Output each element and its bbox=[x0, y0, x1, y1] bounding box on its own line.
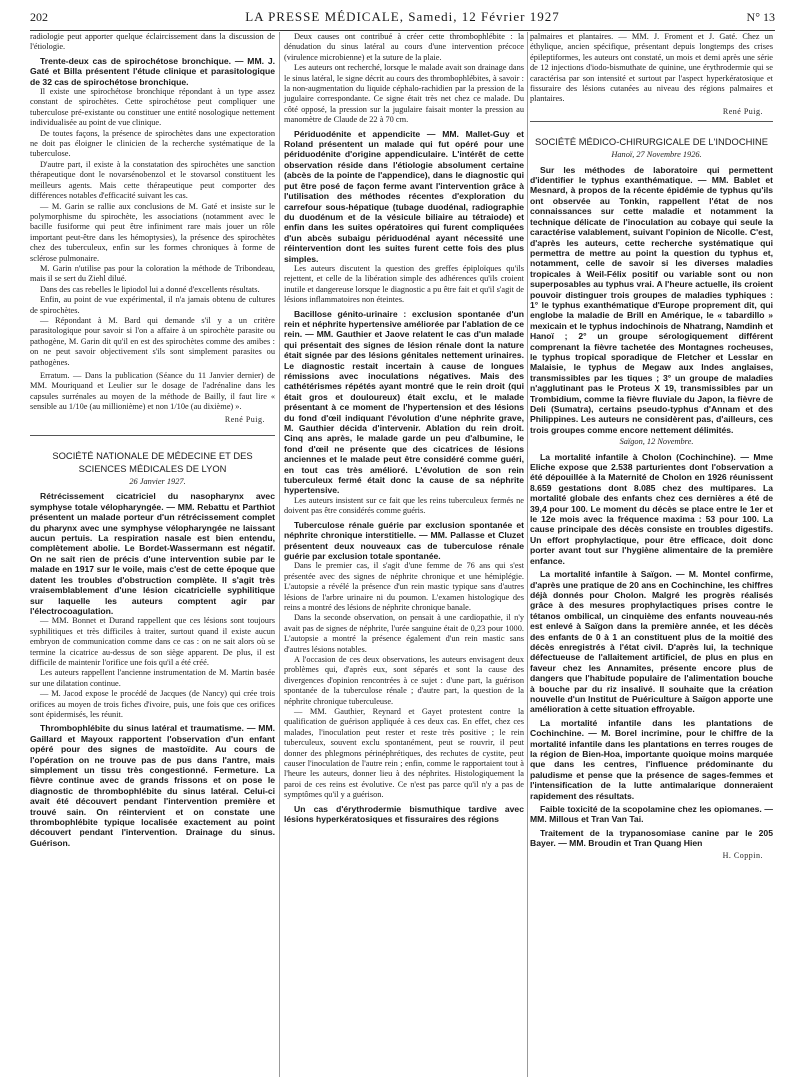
body-paragraph: Enfin, au point de vue expérimental, il n'a jamais obtenu de cultures de spirochètes. bbox=[30, 295, 275, 315]
body-paragraph: M. Garin n'utilise pas pour la coloration la méthode de Tribondeau, mais il se sert du Ziehl dilué. bbox=[30, 263, 275, 284]
section-heading: Tuberculose rénale guérie par exclusion spontanée et néphrite chronique interstitielle. — MM. Pallasse et Cluzet présentent deux nouveaux cas de tuberculose rénale guérie par exclusion totale spontanée. bbox=[284, 519, 524, 561]
page-header bbox=[30, 8, 775, 31]
section-heading: Un cas d'érythrodermie bismuthique tardive avec lésions hyperkératosiques et fissuraires des régions bbox=[284, 803, 524, 825]
signature: René Puig. bbox=[722, 106, 763, 116]
journal-title: LA PRESSE MÉDICALE, Samedi, 12 Février 1927 bbox=[245, 9, 560, 24]
page-number: 202 bbox=[30, 10, 48, 24]
body-paragraph: D'autre part, il existe à la constatation des spirochètes une sanction thérapeutique dont le novarsénobenzol et le stovarsol constituent les meilleurs agents. Mais cette thérapeutique peut comporter des différences notables d'efficacité suivant les cas. bbox=[30, 159, 275, 201]
section-heading: Sur les méthodes de laboratoire qui permettent d'identifier le typhus exanthématique. — MM. Bablet et Mesnard, à propos de la récente épidémie de typhus qu'ils ont observée au Tonkin, rappellent l'état de nos connaissances sur cette maladie et notamment la technique délicate de l'inoculation au cobaye qui seule la caractérise valablement, suivant l'opinion de Nicolle. C'est, d'après les auteurs, cette recherche systématique qui permettra de mettre au point la question du typhus et, notamment, celle de savoir si les diverses maladies tropicales à Weil-Félix positif ou variable sont ou non superposables au typhus vrai. A l'heure actuelle, ils croient pouvoir distinguer trois groupes de maladies typhiques : 1° le typhus exanthématique d'Europe proprement dit, qui englobe la maladie de Brill en Amérique, le « tabardillo » mexicain et le typhus indochinois de Nhatrang, Namdinh et Hanoï ; 2° un groupe sérologiquement différent comprenant la fièvre tachetée des Montagnes rocheuses, le typhus tropical sporadique de Fletcher et Lesslar en Malaisie, le typhus de Megaw aux Indes anglaises, transmissibles par les tiques ; 3° un groupe de maladies n'agglutinant pas le Proteus X 19, transmissibles par un Trombidium, comme la fièvre fluviale du Japon, la fièvre de Deli (Sumatra), certains pseudo-typhus d'Annam et des Philippines. Les auteurs ne considèrent pas, d'ailleurs, ces trois groupes comme encore nettement délimités. bbox=[530, 164, 773, 435]
body-paragraph: Les auteurs rappellent l'ancienne instrumentation de M. Martin basée sur une dilatation continue. bbox=[30, 668, 275, 688]
body-paragraph: Les auteurs discutent la question des greffes épiploïques qu'ils rejettent, et celle de la libération simple des adhérences qu'ils croient inutile et dangereuse lorsque le diagnostic a pu être fait et qu'il s'agit de lésions inflammatoires non éteintes. bbox=[284, 263, 524, 305]
section-heading: La mortalité infantile dans les plantations de Cochinchine. — M. Borel incrimine, pour le chiffre de la mortalité infantile dans les plantations en terres rouges de la région de Bien-Hoa, importante quoique moins marquée que dans les centres, l'influence prédominante du paludisme et pense que la présence de sages-femmes et l'intensification de la lutte antimalarique donneraient rapidement des résultats. bbox=[530, 717, 773, 801]
section-heading: Rétrécissement cicatriciel du nasopharynx avec symphyse totale vélopharyngée. — MM. Rebattu et Parthiot présentent un malade porteur d'un rétrécissement complet du pharynx avec une symphyse vélopharyngée ne laissant aucun pertuis. La respiration nasale est bien entendu, complètement abolie. Le Bordet-Wassermann est négatif. On ne sait rien de précis d'une intervention subie par le malade en 1917 sur le voile, mais c'est de cette époque que datent les troubles d'obstruction complète. Il s'agit très vraisemblablement d'une lésion cicatricielle syphilitique sur laquelle les auteurs comptent agir par l'électrocoagulation. bbox=[30, 491, 275, 616]
column-right bbox=[530, 32, 773, 865]
society-title: SOCIÉTÉ MÉDICO-CHIRURGICALE DE L'INDOCHINE bbox=[530, 121, 773, 148]
signature: H. Coppin. bbox=[722, 850, 763, 860]
body-paragraph: Les auteurs ont recherché, lorsque le malade avait son drainage dans le sinus latéral, le signe décrit au cours des thrombophlébites, à savoir : la non-augmentation du liquide céphalo-rachidien par la pression de la jugulaire correspondante. Ce signe était très net chez ce malade. Du côté opposé, la pression sur la jugulaire faisait monter la pression au manomètre de Claude de 22 à 70 cm. bbox=[284, 63, 524, 125]
body-paragraph: A l'occasion de ces deux observations, les auteurs envisagent deux problèmes qui, d'après eux, sont séparés et sont la cause des divergences d'opinion rencontrées à ce sujet : d'une part, la guérison spontanée de la tuberculose rénale ; d'autre part, la question de la néphrite chronique tuberculeuse. bbox=[284, 654, 524, 706]
session-date: Hanoï, 27 Novembre 1926. bbox=[611, 150, 702, 160]
column-middle bbox=[284, 32, 524, 824]
body-paragraph: Les auteurs insistent sur ce fait que les reins tuberculeux fermés ne doivent pas être considérés comme guéris. bbox=[284, 495, 524, 516]
body-paragraph: — MM. Gauthier, Reynard et Gayet protestent contre la qualification de guérison appliquée à ces deux cas. En effet, chez ces malades, l'inoculation peut rester et reste très positive ; le rein tuberculeux, souvent exclu spontanément, peut se rouvrir, il peut donner des phlegmons périnéphrétiques, des rechutes de cystite, peut causer l'inoculation de l'autre rein ; enfin, comme le rapportaient tout à l'heure les auteurs, donner lieu à des néphrites. Histologiquement la paroi de ces reins est évolutive. Ce n'est pas parce qu'il n'y a pas de symptômes qu'il y a guérison. bbox=[284, 707, 524, 800]
session-date: Saïgon, 12 Novembre. bbox=[619, 437, 694, 447]
section-heading: La mortalité infantile à Saïgon. — M. Montel confirme, d'après une pratique de 20 ans en Cochinchine, les chiffres déjà donnés pour Cholon. Malgré les progrès réalisés grâce à des mesures prophylactiques prises contre le tétanos ombilical, un cinquième des enfants nouveau-nés est enlevé à Saïgon dans la première année, et les décès des enfants de 0 à 1 an constituent plus de la moitié des décès enregistrés à l'état civil. D'après lui, la technique défectueuse de l'allaitement artificiel, de plus en plus en faveur chez les Annamites, présente encore plus de dangers que l'habitude populaire de l'alimentation bouche à bouche par du riz insalivé. Il souhaite que la création nouvelle d'un Institut de Puériculture à Saïgon apporte une amélioration à cette situation effroyable. bbox=[530, 569, 773, 715]
erratum-paragraph: Erratum. — Dans la publication (Séance du 11 Janvier dernier) de MM. Mouriquand et Leulier sur le dosage de l'adrénaline dans les capsules surrénales au moyen de la méthode de Bailly, il faut lire « sensible au 1/10e (au millionième) et non 1/10e (au dixième) ». bbox=[30, 371, 275, 412]
body-paragraph: — Répondant à M. Bard qui demande s'il y a un critère parasitologique pour savoir si l'on a affaire à un spirochète parasite ou pathogène, M. Garin dit qu'il en est des spirochètes comme des amibes : on ne peut savoir objectivement s'ils sont simplement parasites ou pathogènes. bbox=[30, 315, 275, 367]
column-divider bbox=[279, 32, 280, 1077]
section-heading: Bacillose génito-urinaire : exclusion spontanée d'un rein et néphrite hypertensive améliorée par l'ablation de ce rein. — MM. Gauthier et Jaove relatent le cas d'un malade qui présentait des signes de lésion rénale dont la nature était signée par des lésions génitales nettement urinaires. Le diagnostic restait incertain à cause de longues rémissions avec inoculations négatives. Mais des cathétérismes répétés ayant montré que le rein droit (qui était gros et douloureux) était exclu, et le malade présentant à ce moment de l'hypertension et des lésions du fond d'œil indiquant l'évolution d'une néphrite grave, M. Gauthier décida d'intervenir. Ablation du rein droit. Cinq ans après, le malade garde un peu d'albumine, le fond d'œil ne présente que des cicatrices de lésions anciennes et le malade peut être considéré comme guéri, en tout cas très amélioré. L'évolution de son rein tuberculeux fermé était donc la cause de sa néphrite hypertensive. bbox=[284, 308, 524, 496]
section-heading: La mortalité infantile à Cholon (Cochinchine). — Mme Eliche expose que 2.538 parturientes dont l'observation a été dépouillée à la Maternité de Cholon en 1926 réunissent 8.659 gestations dont 8.085 chez des multipares. La mortalité globale des enfants chez ces dernières a été de 39,4 pour 100. Le moment du décès se place entre le 1er et le 12e mois avec la fréquence maxima : 53 pour 100. La cause principale des décès consiste en troubles digestifs. Un effort prophylactique, pour être efficace, doit donc porter avant tout sur l'hygiène alimentaire de la première enfance. bbox=[530, 451, 773, 566]
body-paragraph: Deux causes ont contribué à créer cette thrombophlébite : la dénudation du sinus latéral au cours d'une intervention précoce (virulence microbienne) et la suture de la plaie. bbox=[284, 32, 524, 62]
section-heading: Trente-deux cas de spirochétose bronchique. — MM. J. Gaté et Billa présentent l'étude clinique et parasitologique de 32 cas de spirochétose bronchique. bbox=[30, 55, 275, 87]
body-paragraph: palmaires et plantaires. — MM. J. Froment et J. Gaté. Chez un éthylique, ancien spécifique, présentant depuis longtemps des crises épileptiformes, les auteurs ont constaté, un mois et demi après une série de 12 injections d'iodo-bismuthate de quinine, une érythrodermie qui se caractérisa par son intensité et surtout par l'aspect hyperkératosique et fissuraire des lésions cutanées au niveau des régions palmaires et plantaires. bbox=[530, 32, 773, 104]
body-paragraph: De toutes façons, la présence de spirochètes dans une expectoration ne doit pas éloigner le clinicien de la recherche systématique de la tuberculose. bbox=[30, 128, 275, 159]
society-title: SOCIÉTÉ NATIONALE DE MÉDECINE ET DES SCIENCES MÉDICALES DE LYON bbox=[30, 435, 275, 475]
section-heading: Traitement de la trypanosomiase canine par le 205 Bayer. — MM. Broudin et Tran Quang Hien bbox=[530, 827, 773, 849]
column-left bbox=[30, 32, 275, 848]
body-paragraph: — MM. Bonnet et Durand rappellent que ces lésions sont toujours syphilitiques et très difficiles à traiter, surtout quand il existe aucun embryon de communication comme dans ce cas : on ne sait alors où se termine la cicatrice au-dessus de son siège apparent. De plus, il est difficile de maintenir l'orifice une fois qu'il a été créé. bbox=[30, 616, 275, 667]
session-date: 26 Janvier 1927. bbox=[129, 477, 186, 487]
section-heading: Périduodénite et appendicite — MM. Mallet-Guy et Roland présentent un malade qui fut opéré pour une périduodénite d'origine appendiculaire. L'intérêt de cette observation réside dans l'étiologie absolument certaine (abcès de la pointe de l'appendice), dans le diagnostic qui put être posé de façon ferme avant l'intervention grâce à l'utilisation des méthodes récentes d'exploration du carrefour sous-hépatique (tubage duodénal, radiographie du duodénum et de la vésicule biliaire au tétraiode) et enfin dans les suites opératoires qui furent compliquées d'un abcès subaigu périduodénal ayant nécessité une réintervention dont les suites furent cette fois des plus simples. bbox=[284, 128, 524, 264]
signature: René Puig. bbox=[224, 414, 265, 424]
body-paragraph: Dans des cas rebelles le lipiodol lui a donné d'excellents résultats. bbox=[40, 284, 260, 294]
body-paragraph: — M. Garin se rallie aux conclusions de M. Gaté et insiste sur le polymorphisme du spirochète, les associations (notamment avec le bacille fusiforme qui peut être infiniment rare mais jouer un rôle important peut-être dans les hémoptysies), la présence des spirochètes chez des tuberculeux, enfin sur les formes chroniques à forme de sclérose pulmonaire. bbox=[30, 201, 275, 263]
body-paragraph: Dans la seconde observation, on pensait à une cardiopathie, il n'y avait pas de signes de néphrite, l'urée sanguine était de 0,23 pour 1000. L'autopsie a montré la présence également d'un rein mastic sans d'autres lésions notables. bbox=[284, 613, 524, 654]
section-heading: Faible toxicité de la scopolamine chez les opiomanes. — MM. Millous et Tran Van Tai. bbox=[530, 804, 773, 825]
column-divider bbox=[527, 32, 528, 1077]
body-paragraph: Il existe une spirochétose bronchique répondant à un type assez constant de spirochètes. Cette spirochétose peut compliquer une tuberculose pré-existante ou constituer une entité nosologique nettement individualisée au point de vue clinique. bbox=[30, 87, 275, 128]
body-paragraph: — M. Jacod expose le procédé de Jacques (de Nancy) qui crée trois orifices au moyen de trois fiches d'ivoire, puis, une fois que ces orifices sont épidermisés, les réunit. bbox=[30, 689, 275, 719]
body-paragraph: radiologie peut apporter quelque éclaircissement dans la discussion de l'étiologie. bbox=[30, 32, 275, 52]
issue-number: N° 13 bbox=[746, 10, 775, 24]
section-heading: Thrombophlébite du sinus latéral et traumatisme. — MM. Gaillard et Mayoux rapportent l'observation d'un enfant opéré pour des signes de mastoïdite. Au cours de l'opération on ne trouve pas de pus dans l'antre, mais simplement un tissu très congestionné. Fermeture. La fièvre continue avec de grands frissons et on pose le diagnostic de thrombophlébite du sinus latéral. Celui-ci avait été découvert pendant l'intervention première et trouvé sain. On réintervient et on constate une thrombophlébite typique localisée exactement au point découvert pendant l'intervention. Drainage du sinus. Guérison. bbox=[30, 723, 275, 848]
body-paragraph: Dans le premier cas, il s'agit d'une femme de 76 ans qui s'est présentée avec des signes de néphrite chronique et une hémiplégie. L'autopsie a révélé la présence d'un rein mastic typique sans d'autres lésions de l'arbre urinaire ni du poumon. L'examen histologique des reins a montré des lésions de néphrite chronique banale. bbox=[284, 561, 524, 612]
